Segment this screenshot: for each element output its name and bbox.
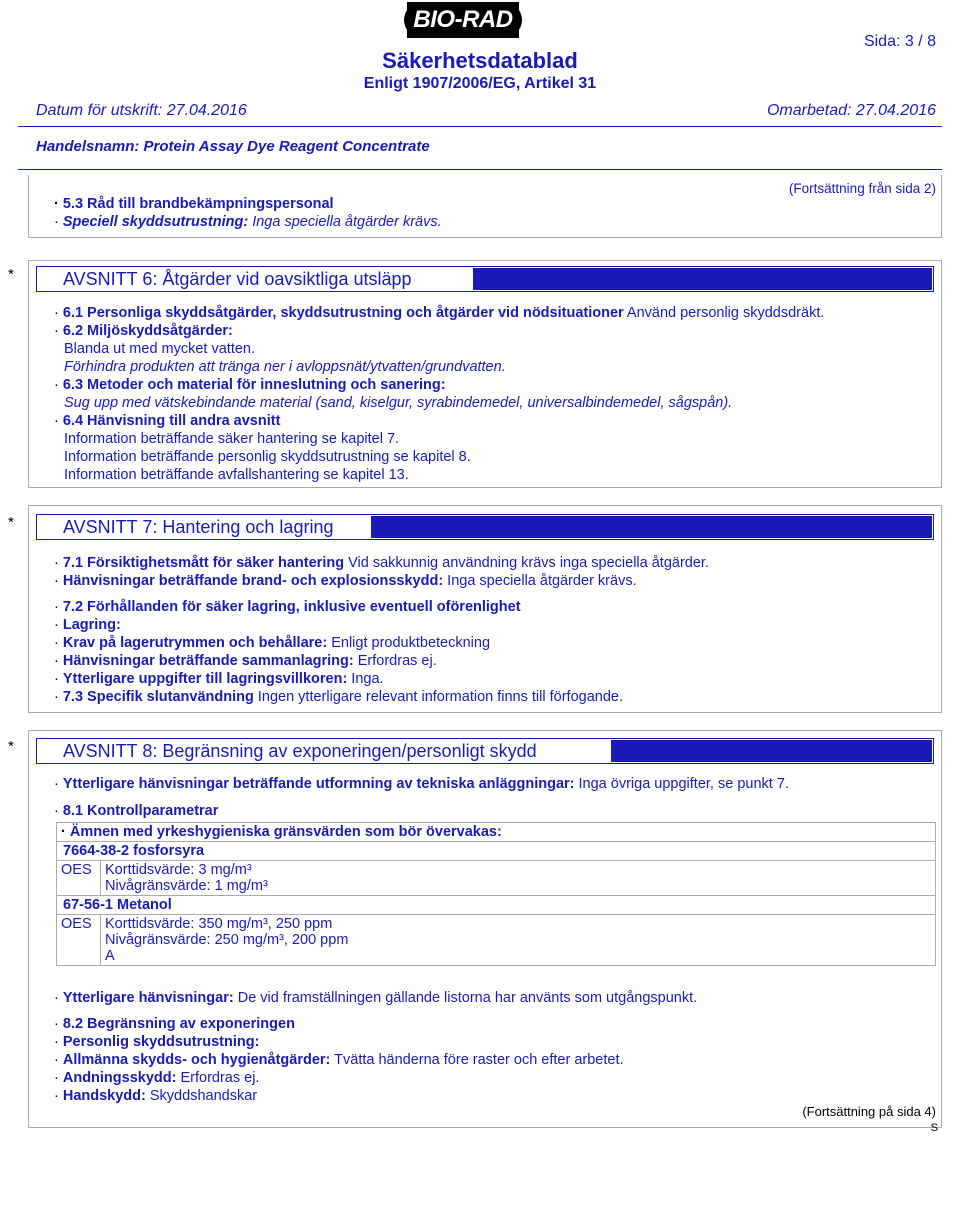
s7-line3: · 7.2 Förhållanden för säker lagring, inklusive eventuell oförenlighet [54, 599, 521, 615]
s8-title-bar [36, 738, 934, 764]
table-header: · Ämnen med yrkeshygieniska gränsvärden som bör övervakas: [57, 823, 936, 842]
s6-change-star: * [8, 266, 14, 283]
s8-line5: · 8.2 Begränsning av exponeringen [54, 1016, 295, 1032]
s8-title: AVSNITT 8: Begränsning av exponeringen/personligt skydd [63, 741, 537, 761]
s6-line4: Förhindra produkten att tränga ner i avloppsnät/ytvatten/grundvatten. [64, 359, 506, 375]
revision-date: Omarbetad: 27.04.2016 [766, 102, 936, 119]
s8-line8: · Andningsskydd: Erfordras ej. [54, 1070, 260, 1086]
s6-line3: Blanda ut med mycket vatten. [64, 341, 256, 357]
s7-line5: · Krav på lagerutrymmen och behållare: Enligt produktbeteckning [54, 635, 491, 651]
limit-type: OES [57, 861, 101, 896]
s8-line2: · 8.1 Kontrollparametrar [54, 803, 219, 819]
s6-title: AVSNITT 6: Åtgärder vid oavsiktliga utsläpp [63, 269, 412, 289]
s7-title-bar [36, 514, 934, 540]
table-header-row [57, 823, 936, 842]
s8-line9: · Handskydd: Skyddshandskar [54, 1088, 258, 1104]
document-subtitle: Enligt 1907/2006/EG, Artikel 31 [363, 75, 597, 92]
bio-rad-logo: BIO-RAD [404, 2, 522, 38]
s7-line8: · 7.3 Specifik slutanvändning Ingen ytterligare relevant information finns till förfogande. [54, 689, 623, 705]
s6-title-fill [473, 268, 932, 290]
s5-line1: · 5.3 Råd till brandbekämpningspersonal [54, 196, 334, 212]
continued-to: (Fortsättning på sida 4) [802, 1104, 936, 1119]
substance-name: 7664-38-2 fosforsyra [57, 842, 936, 861]
trade-name: Handelsnamn: Protein Assay Dye Reagent Concentrate [36, 138, 430, 155]
s6-line7: · 6.4 Hänvisning till andra avsnitt [54, 413, 281, 429]
s7-line1: · 7.1 Försiktighetsmått för säker hantering Vid sakkunnig användning krävs inga speciella åtgärder. [54, 555, 709, 571]
s7-title: AVSNITT 7: Hantering och lagring [63, 517, 334, 537]
s7-line2: · Hänvisningar beträffande brand- och explosionsskydd: Inga speciella åtgärder krävs. [54, 573, 637, 589]
continued-from: (Fortsättning från sida 2) [788, 181, 936, 196]
limit-row [57, 861, 936, 896]
s7-line6: · Hänvisningar beträffande sammanlagring: Erfordras ej. [54, 653, 437, 669]
limit-type: OES [57, 915, 101, 966]
header-divider [18, 126, 942, 127]
s7-title-fill [371, 516, 932, 538]
s6-line10: Information beträffande avfallshantering se kapitel 13. [64, 467, 409, 483]
s8-change-star: * [8, 738, 14, 755]
exposure-limits-table [56, 822, 936, 966]
s8-line1: · Ytterligare hänvisningar beträffande utformning av tekniska anläggningar: Inga övriga uppgifter, se punkt 7. [54, 776, 789, 792]
limit-row [57, 915, 936, 966]
page-number: Sida: 3 / 8 [863, 33, 936, 50]
s8-line7: · Allmänna skydds- och hygienåtgärder: Tvätta händerna före raster och efter arbetet. [54, 1052, 624, 1068]
s8-title-fill [611, 740, 932, 762]
s7-change-star: * [8, 514, 14, 531]
s7-line4: · Lagring: [54, 617, 121, 633]
document-title: Säkerhetsdatablad [382, 48, 578, 73]
s6-line8: Information beträffande säker hantering se kapitel 7. [64, 431, 400, 447]
trade-divider [18, 169, 942, 170]
print-date: Datum för utskrift: 27.04.2016 [36, 102, 247, 119]
s8-line6: · Personlig skyddsutrustning: [54, 1034, 260, 1050]
s6-title-bar [36, 266, 934, 292]
s6-line9: Information beträffande personlig skyddsutrustning se kapitel 8. [64, 449, 471, 465]
s6-line6: Sug upp med vätskebindande material (sand, kiselgur, syrabindemedel, universalbindemedel, sågspån). [64, 395, 733, 411]
substance-name: 67-56-1 Metanol [57, 896, 936, 915]
substance-row [57, 842, 936, 861]
s5-line2: · Speciell skyddsutrustning: Inga speciella åtgärder krävs. [54, 214, 442, 230]
s6-line2: · 6.2 Miljöskyddsåtgärder: [54, 323, 233, 339]
s8-line4: · Ytterligare hänvisningar: De vid framställningen gällande listorna har använts som utgångspunkt. [54, 990, 698, 1006]
substance-row [57, 896, 936, 915]
s7-line7: · Ytterligare uppgifter till lagringsvillkoren: Inga. [54, 671, 384, 687]
s6-line5: · 6.3 Metoder och material för inneslutning och sanering: [54, 377, 446, 393]
limit-values: Korttidsvärde: 350 mg/m³, 250 ppm Nivågränsvärde: 250 mg/m³, 200 ppm A [101, 915, 936, 966]
limit-values: Korttidsvärde: 3 mg/m³ Nivågränsvärde: 1 mg/m³ [101, 861, 936, 896]
s6-line1: · 6.1 Personliga skyddsåtgärder, skyddsutrustning och åtgärder vid nödsituationer Använd personlig skyddsdräkt. [54, 305, 825, 321]
footer-mark: S [930, 1122, 938, 1134]
